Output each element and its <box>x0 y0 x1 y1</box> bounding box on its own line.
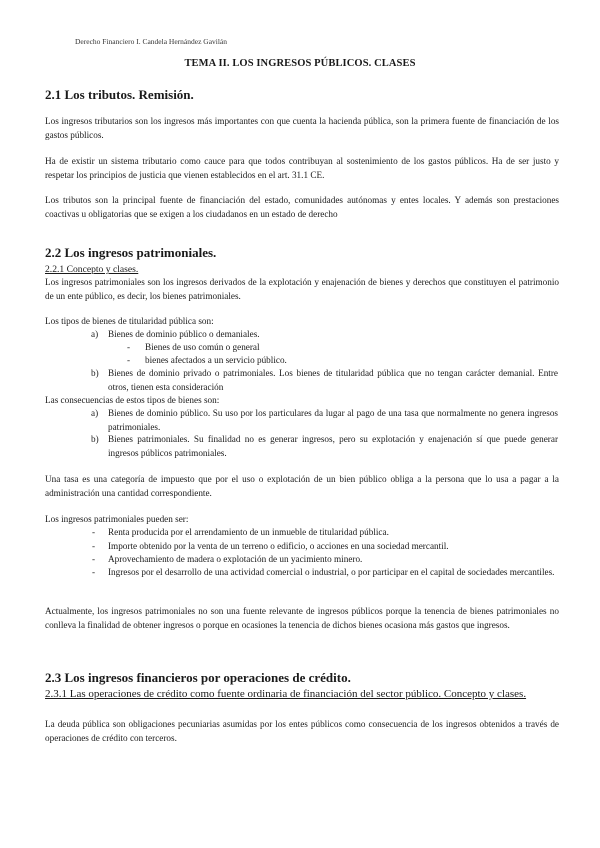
running-header: Derecho Financiero I. Candela Hernández Gavilán <box>75 37 228 46</box>
can-be-item-2-marker: - <box>92 541 96 551</box>
cons-b-text: Bienes patrimoniales. Su finalidad no es generar ingresos, pero su explotación y enajenación sí que puede generar ingresos públicos patrimoniales. <box>108 434 558 458</box>
can-be-item-4-text: Ingresos por el desarrollo de una actividad comercial o industrial, o por participar en el capital de sociedades mercantiles. <box>108 567 555 577</box>
can-be-item-1-marker: - <box>92 527 96 537</box>
s23-paragraph-1: La deuda pública son obligaciones pecuniarias asumidas por los entes públicos como consecuencia de los ingresos obtenidos a través de operaciones de crédito con terceros. <box>45 719 559 743</box>
patrimonial-final-paragraph: Actualmente, los ingresos patrimoniales no son una fuente relevante de ingresos públicos porque la tenencia de bienes patrimoniales no conlleva la finalidad de obtener ingresos o porque en ocasiones la tenencia de dichos bienes ocasiona más gastos que ingresos. <box>45 606 559 630</box>
type-a-item-2-marker: - <box>127 355 131 365</box>
section-2-2-heading: 2.2 Los ingresos patrimoniales. <box>45 245 217 260</box>
type-a-marker: a) <box>91 329 99 339</box>
can-be-item-3-marker: - <box>92 554 96 564</box>
subsection-2-3-1-heading: 2.3.1 Las operaciones de crédito como fuente ordinaria de financiación del sector público. Concepto y clases. <box>45 688 527 700</box>
type-a-item-1-marker: - <box>127 342 131 352</box>
can-be-item-2-text: Importe obtenido por la venta de un terreno o edificio, o acciones en una sociedad mercantil. <box>108 541 449 551</box>
cons-a-text: Bienes de dominio público. Su uso por los particulares da lugar al pago de una tasa que normalmente no genera ingresos patrimoniales. <box>108 408 558 432</box>
cons-a-marker: a) <box>91 408 99 418</box>
consequences-intro: Las consecuencias de estos tipos de bienes son: <box>45 395 220 405</box>
section-2-3-heading: 2.3 Los ingresos financieros por operaciones de crédito. <box>45 670 351 685</box>
can-be-intro: Los ingresos patrimoniales pueden ser: <box>45 514 189 524</box>
types-intro: Los tipos de bienes de titularidad pública son: <box>45 316 214 326</box>
type-a-item-1-text: Bienes de uso común o general <box>145 342 260 352</box>
can-be-item-3-text: Aprovechamiento de madera o explotación de un yacimiento minero. <box>108 554 363 564</box>
section-2-1-heading: 2.1 Los tributos. Remisión. <box>45 87 194 102</box>
cons-b-marker: b) <box>91 434 99 444</box>
type-b-text: Bienes de dominio privado o patrimoniales. Los bienes de titularidad pública que no tengan carácter demanial. Entre otros, tienen esta consideración <box>108 368 558 392</box>
can-be-item-1-text: Renta producida por el arrendamiento de un inmueble de titularidad pública. <box>108 527 389 537</box>
type-b-marker: b) <box>91 368 99 378</box>
s21-paragraph-3: Los tributos son la principal fuente de financiación del estado, comunidades autónomas y entes locales. Y además son prestaciones coactivas u obligatorias que se exigen a los ciudadanos en un estado de derecho <box>45 195 559 219</box>
subsection-2-2-1-heading: 2.2.1 Concepto y clases. <box>45 264 139 275</box>
s22-paragraph-1: Los ingresos patrimoniales son los ingresos derivados de la explotación y enajenación de bienes y derechos que constituyen el patrimonio de un ente público, es decir, los bienes patrimoniales. <box>45 277 559 301</box>
type-a-text: Bienes de dominio público o demaniales. <box>108 329 260 339</box>
type-a-item-2-text: bienes afectados a un servicio público. <box>145 355 287 365</box>
tasa-paragraph: Una tasa es una categoría de impuesto que por el uso o explotación de un bien público obliga a la persona que lo usa a pagar a la administración una cantidad correspondiente. <box>45 474 559 498</box>
can-be-item-4-marker: - <box>92 567 96 577</box>
document-title: TEMA II. LOS INGRESOS PÚBLICOS. CLASES <box>184 58 416 69</box>
s21-paragraph-2: Ha de existir un sistema tributario como cauce para que todos contribuyan al sostenimiento de los gastos públicos. Ha de ser justo y respetar los principios de justicia que vienen establecidos en el art. 31.1 CE. <box>45 156 559 180</box>
s21-paragraph-1: Los ingresos tributarios son los ingresos más importantes con que cuenta la hacienda pública, son la primera fuente de financiación de los gastos públicos. <box>45 116 559 140</box>
